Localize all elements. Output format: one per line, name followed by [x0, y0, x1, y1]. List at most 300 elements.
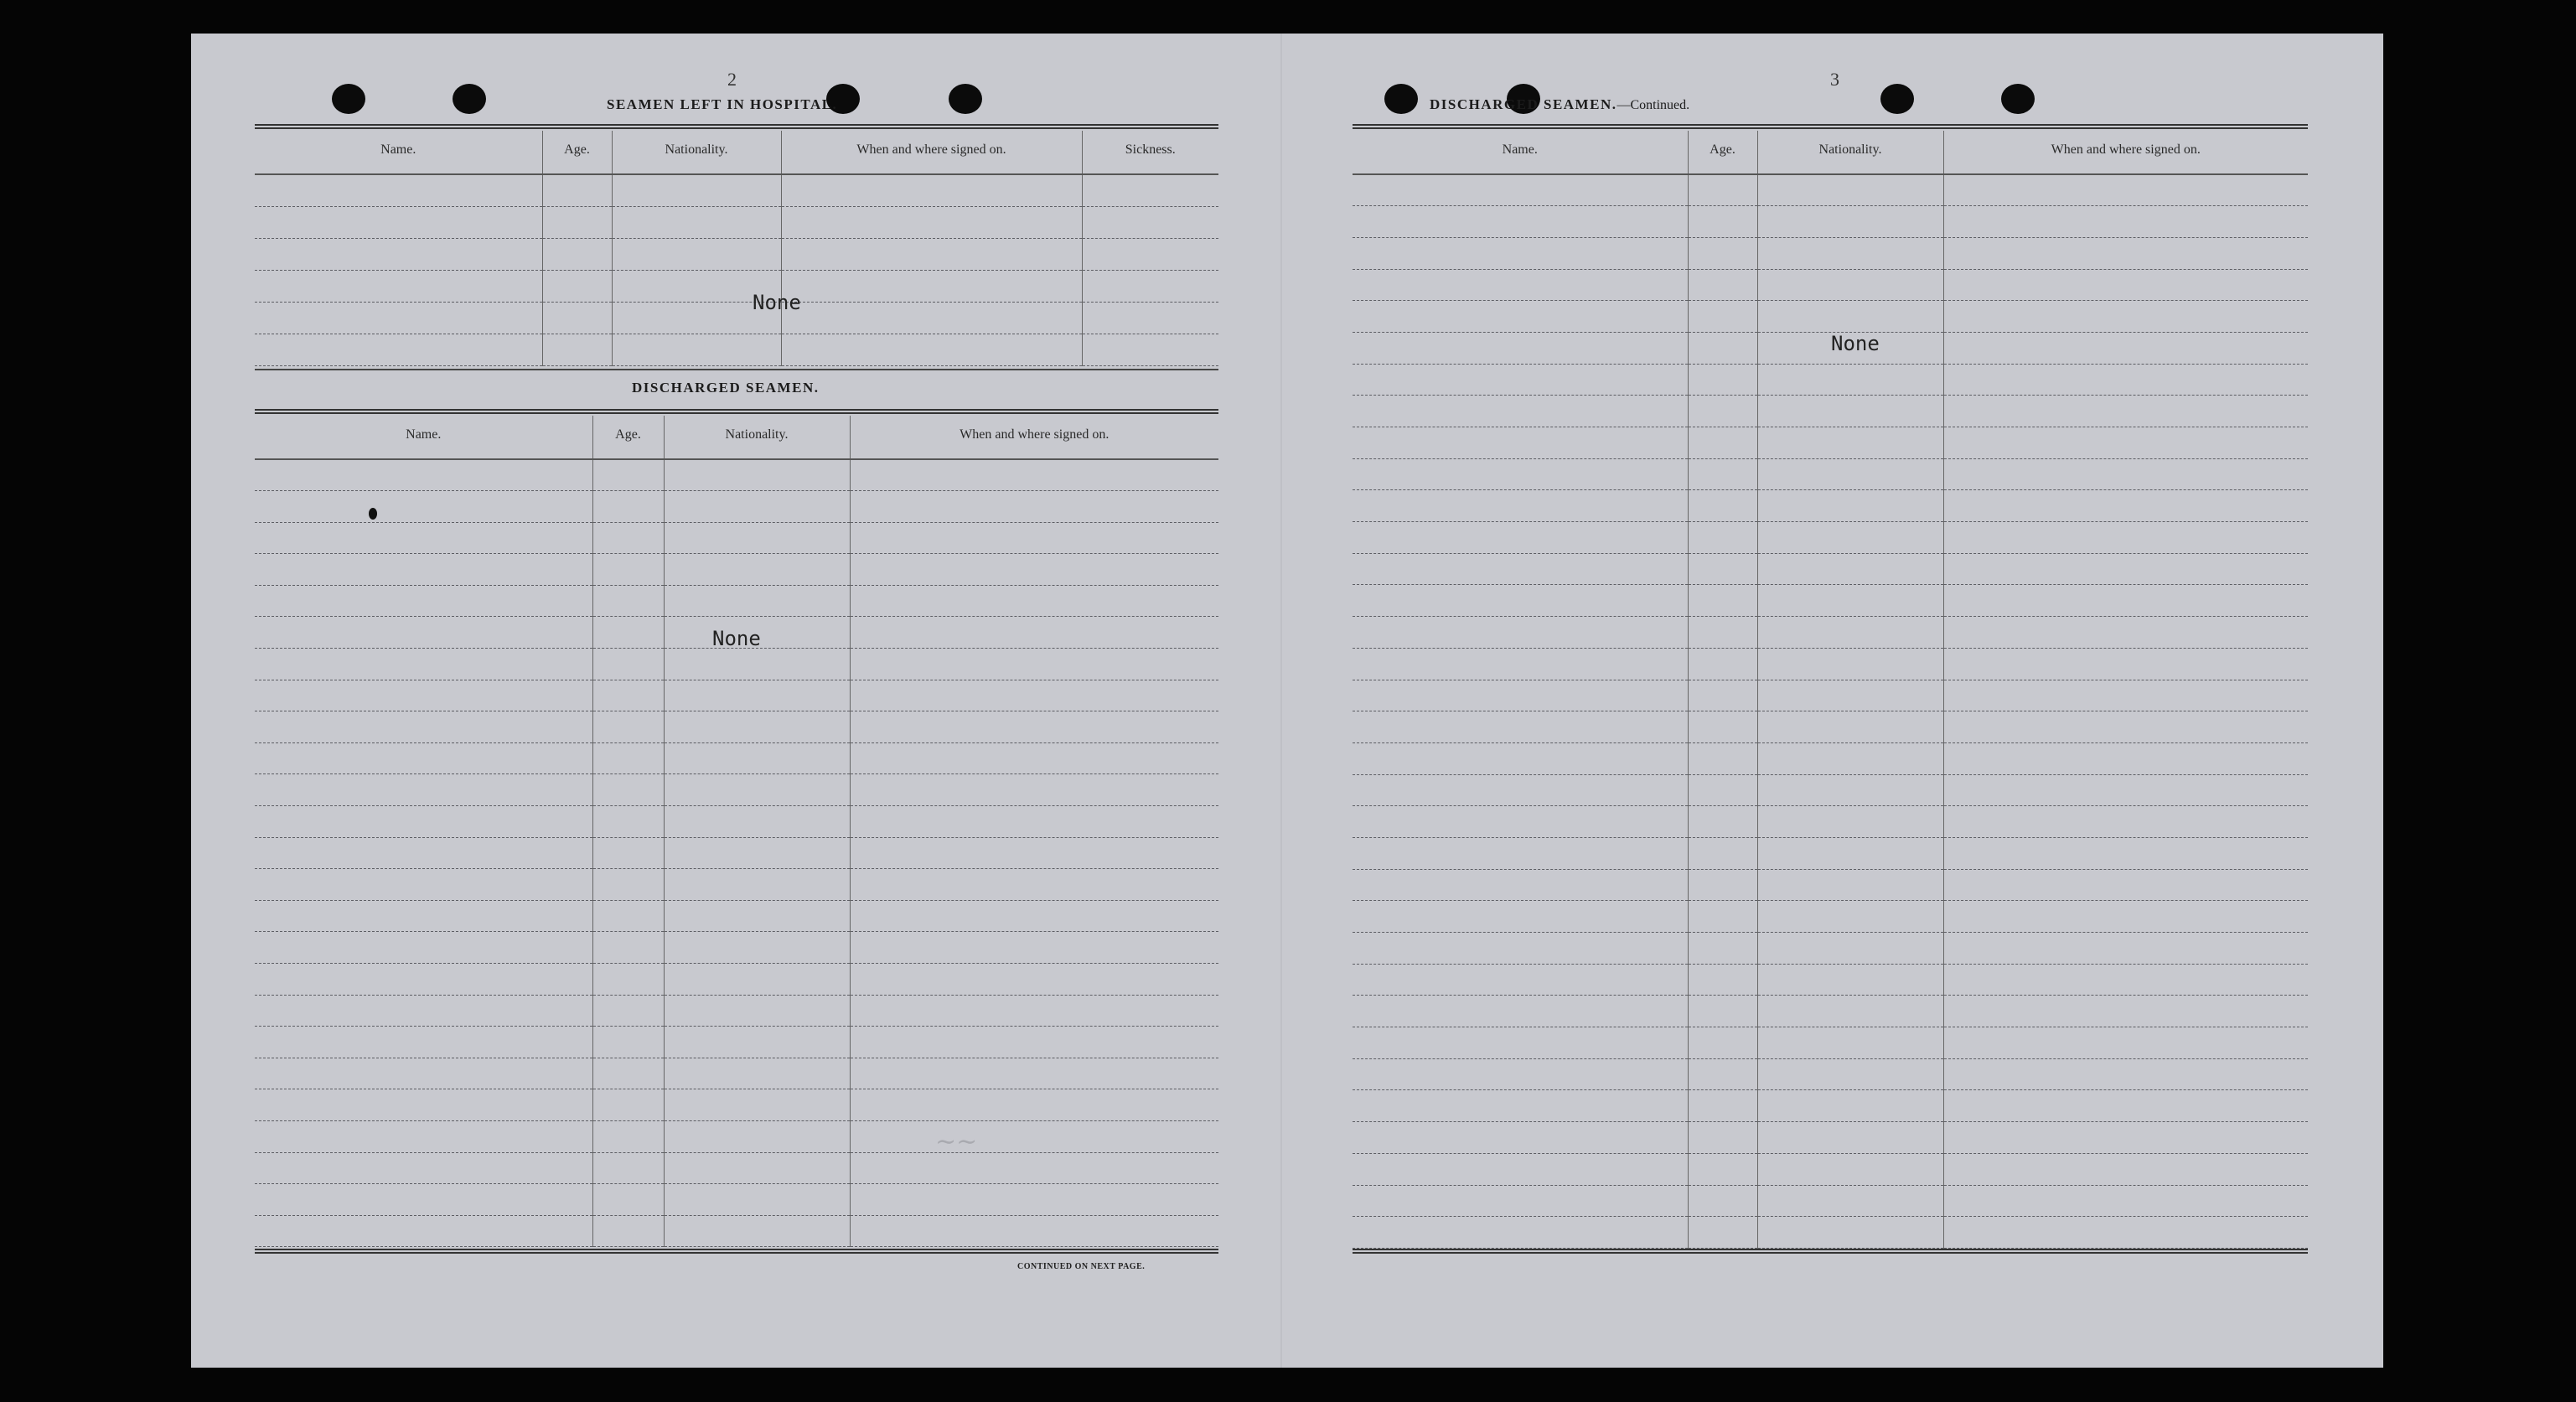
table-row [1353, 711, 2308, 743]
table-cell [1353, 996, 1688, 1027]
table-cell [255, 270, 542, 302]
table-cell [255, 302, 542, 334]
table-row [1353, 237, 2308, 269]
table-cell [850, 1120, 1218, 1152]
column-header-signed-on: When and where signed on. [1943, 131, 2308, 174]
table-cell [1353, 901, 1688, 933]
table-cell [1943, 522, 2308, 554]
hospital-section-title: SEAMEN LEFT IN HOSPITAL. [607, 96, 838, 112]
table-cell [1757, 269, 1943, 301]
punch-hole [1880, 84, 1914, 114]
table-cell [1353, 964, 1688, 996]
table-cell [1757, 806, 1943, 838]
table-cell [1943, 364, 2308, 396]
table-cell [1757, 1122, 1943, 1154]
table-cell [1943, 237, 2308, 269]
table-cell [1757, 837, 1943, 869]
table-cell [1943, 648, 2308, 680]
table-cell [664, 680, 850, 711]
table-cell [255, 334, 542, 365]
title-rule [255, 409, 1218, 414]
table-cell [255, 837, 592, 869]
hospital-table [255, 131, 1218, 366]
table-row [255, 270, 1218, 302]
title-main: DISCHARGED SEAMEN. [1430, 96, 1617, 112]
table-cell [850, 1058, 1218, 1089]
table-cell [850, 711, 1218, 743]
table-cell [592, 1184, 664, 1216]
bottom-rule [255, 1249, 1218, 1254]
table-cell [1688, 585, 1757, 617]
table-cell [1688, 680, 1757, 711]
table-cell [1353, 522, 1688, 554]
table-cell [1353, 933, 1688, 965]
table-cell [542, 302, 612, 334]
table-cell [255, 1215, 592, 1247]
table-cell [1082, 206, 1218, 238]
column-header-age: Age. [592, 416, 664, 459]
table-row [1353, 1217, 2308, 1249]
table-row [1353, 174, 2308, 206]
column-header-name: Name. [255, 416, 592, 459]
table-cell [1082, 238, 1218, 270]
punch-hole [949, 84, 982, 114]
table-cell [664, 806, 850, 838]
table-cell [664, 1152, 850, 1184]
table-cell [1943, 396, 2308, 427]
table-cell [1757, 1058, 1943, 1090]
table-cell [255, 1184, 592, 1216]
column-header-signed-on: When and where signed on. [781, 131, 1082, 174]
table-cell [1353, 1185, 1688, 1217]
table-cell [1688, 396, 1757, 427]
bottom-rule [1353, 1249, 2308, 1254]
table-row [1353, 680, 2308, 711]
table-cell [592, 774, 664, 806]
table-cell [255, 869, 592, 901]
table-cell [1757, 1185, 1943, 1217]
table-row [255, 742, 1218, 774]
page-number: 3 [1830, 69, 1840, 90]
table-cell [1688, 553, 1757, 585]
table-cell [1757, 585, 1943, 617]
table-cell [850, 617, 1218, 649]
punch-hole [2001, 84, 2035, 114]
table-cell [850, 1215, 1218, 1247]
table-cell [1688, 806, 1757, 838]
table-cell [850, 1152, 1218, 1184]
table-cell [1943, 458, 2308, 490]
table-cell [1757, 742, 1943, 774]
table-cell [1688, 364, 1757, 396]
table-row [1353, 206, 2308, 238]
discharged-continued-table [1353, 131, 2308, 1249]
table-cell [664, 459, 850, 491]
table-cell [592, 711, 664, 743]
table-cell [592, 585, 664, 617]
table-cell [1353, 1153, 1688, 1185]
table-cell [1943, 617, 2308, 649]
table-cell [1757, 933, 1943, 965]
table-cell [1757, 711, 1943, 743]
table-cell [1353, 869, 1688, 901]
table-cell [1082, 334, 1218, 365]
table-cell [1688, 869, 1757, 901]
table-cell [1757, 774, 1943, 806]
table-cell [664, 554, 850, 586]
table-row [255, 1152, 1218, 1184]
continued-note: CONTINUED ON NEXT PAGE. [1017, 1262, 1146, 1271]
table-cell [592, 1215, 664, 1247]
table-cell [664, 585, 850, 617]
table-cell [255, 554, 592, 586]
table-cell [612, 334, 781, 365]
table-cell [781, 334, 1082, 365]
table-cell [850, 995, 1218, 1027]
table-row [1353, 837, 2308, 869]
table-row [255, 459, 1218, 491]
table-row [1353, 364, 2308, 396]
ink-smudge: ∼∼ [935, 1128, 978, 1156]
table-cell [850, 459, 1218, 491]
table-cell [592, 932, 664, 964]
table-cell [1353, 585, 1688, 617]
table-row [1353, 774, 2308, 806]
table-cell [1943, 996, 2308, 1027]
table-cell [1943, 742, 2308, 774]
table-cell [1757, 237, 1943, 269]
table-cell [1943, 1027, 2308, 1059]
table-cell [1082, 270, 1218, 302]
table-cell [255, 964, 592, 996]
table-cell [255, 206, 542, 238]
table-cell [850, 1089, 1218, 1121]
table-row [255, 206, 1218, 238]
table-cell [1688, 458, 1757, 490]
table-row [1353, 617, 2308, 649]
page-number: 2 [727, 69, 737, 90]
table-cell [1353, 806, 1688, 838]
table-cell [1353, 1090, 1688, 1122]
table-cell [255, 459, 592, 491]
table-cell [1688, 617, 1757, 649]
table-cell [1353, 553, 1688, 585]
table-cell [1688, 933, 1757, 965]
table-cell [1353, 837, 1688, 869]
table-cell [850, 554, 1218, 586]
table-cell [1757, 206, 1943, 238]
table-row [255, 491, 1218, 523]
title-continued: —Continued. [1616, 98, 1690, 112]
table-row [1353, 1122, 2308, 1154]
table-cell [850, 1184, 1218, 1216]
table-cell [1688, 522, 1757, 554]
table-cell [1943, 1185, 2308, 1217]
table-cell [664, 1184, 850, 1216]
table-cell [850, 806, 1218, 838]
table-cell [255, 174, 542, 206]
table-cell [1757, 490, 1943, 522]
table-cell [255, 649, 592, 680]
discharged-continued-title [1430, 96, 1689, 113]
table-row [255, 711, 1218, 743]
table-cell [664, 742, 850, 774]
table-cell [1688, 1027, 1757, 1059]
table-cell [1757, 427, 1943, 459]
table-cell [1757, 869, 1943, 901]
table-cell [1757, 648, 1943, 680]
table-row [1353, 522, 2308, 554]
table-cell [1688, 1058, 1757, 1090]
table-row [255, 1184, 1218, 1216]
table-cell [850, 1027, 1218, 1058]
table-row [255, 522, 1218, 554]
table-cell [1943, 1090, 2308, 1122]
table-cell [255, 1058, 592, 1089]
table-cell [592, 522, 664, 554]
table-cell [255, 585, 592, 617]
table-cell [1353, 490, 1688, 522]
table-row [255, 238, 1218, 270]
table-row [1353, 553, 2308, 585]
table-row [255, 554, 1218, 586]
table-row [255, 837, 1218, 869]
column-header-age: Age. [1688, 131, 1757, 174]
table-cell [592, 1058, 664, 1089]
table-cell [1353, 396, 1688, 427]
table-cell [255, 774, 592, 806]
table-cell [255, 1120, 592, 1152]
table-cell [592, 900, 664, 932]
table-cell [1757, 301, 1943, 333]
table-cell [1353, 458, 1688, 490]
table-cell [664, 995, 850, 1027]
table-cell [664, 649, 850, 680]
table-cell [255, 680, 592, 711]
table-row [1353, 269, 2308, 301]
column-header-nationality: Nationality. [664, 416, 850, 459]
table-row [1353, 332, 2308, 364]
table-row [1353, 869, 2308, 901]
column-header-signed-on: When and where signed on. [850, 416, 1218, 459]
table-row [1353, 1185, 2308, 1217]
table-cell [1353, 1122, 1688, 1154]
table-cell [1688, 1122, 1757, 1154]
table-cell [542, 334, 612, 365]
table-cell [850, 742, 1218, 774]
title-rule [255, 124, 1218, 129]
table-row [1353, 933, 2308, 965]
table-cell [1353, 269, 1688, 301]
table-cell [612, 206, 781, 238]
table-cell [850, 491, 1218, 523]
table-cell [255, 711, 592, 743]
section-rule [255, 369, 1218, 370]
table-cell [1688, 269, 1757, 301]
table-row [255, 995, 1218, 1027]
table-cell [1688, 648, 1757, 680]
table-row [255, 774, 1218, 806]
discharged-continued-rows [1353, 174, 2308, 1248]
table-row [1353, 996, 2308, 1027]
table-cell [1943, 869, 2308, 901]
hospital-rows [255, 174, 1218, 365]
table-cell [1943, 964, 2308, 996]
column-header-sickness: Sickness. [1082, 131, 1218, 174]
table-cell [1353, 174, 1688, 206]
table-row [255, 1058, 1218, 1089]
table-cell [592, 964, 664, 996]
table-cell [1757, 617, 1943, 649]
table-cell [1688, 996, 1757, 1027]
table-row [1353, 1090, 2308, 1122]
table-cell [1688, 901, 1757, 933]
table-cell [255, 1027, 592, 1058]
table-row [255, 585, 1218, 617]
table-cell [1688, 427, 1757, 459]
document-scan [191, 34, 2383, 1368]
table-cell [1688, 206, 1757, 238]
table-cell [1688, 174, 1757, 206]
table-cell [542, 270, 612, 302]
table-cell [850, 680, 1218, 711]
table-cell [850, 837, 1218, 869]
table-cell [781, 270, 1082, 302]
table-cell [592, 1152, 664, 1184]
discharged-table [255, 416, 1218, 1247]
table-cell [1353, 206, 1688, 238]
table-cell [1943, 1058, 2308, 1090]
table-cell [1688, 742, 1757, 774]
table-cell [1943, 806, 2308, 838]
column-header-age: Age. [542, 131, 612, 174]
table-cell [592, 459, 664, 491]
table-row [1353, 301, 2308, 333]
table-cell [1688, 332, 1757, 364]
table-cell [542, 206, 612, 238]
table-cell [1757, 1153, 1943, 1185]
table-cell [1943, 301, 2308, 333]
punch-hole [332, 84, 365, 114]
table-cell [592, 742, 664, 774]
table-cell [1353, 648, 1688, 680]
table-cell [664, 869, 850, 901]
table-cell [255, 932, 592, 964]
table-cell [1943, 1217, 2308, 1249]
discharged-rows [255, 459, 1218, 1247]
table-cell [1943, 774, 2308, 806]
table-cell [1353, 237, 1688, 269]
table-cell [664, 774, 850, 806]
table-row [1353, 458, 2308, 490]
table-row [255, 334, 1218, 365]
table-cell [664, 1120, 850, 1152]
table-cell [592, 1120, 664, 1152]
title-rule [1353, 124, 2308, 129]
table-cell [255, 617, 592, 649]
table-cell [664, 900, 850, 932]
table-row [1353, 585, 2308, 617]
table-row [255, 964, 1218, 996]
table-cell [1943, 269, 2308, 301]
table-cell [592, 995, 664, 1027]
table-cell [850, 932, 1218, 964]
table-cell [592, 554, 664, 586]
table-cell [1688, 774, 1757, 806]
table-row [255, 900, 1218, 932]
table-cell [255, 1089, 592, 1121]
table-cell [592, 491, 664, 523]
table-row [255, 1027, 1218, 1058]
table-cell [612, 238, 781, 270]
table-cell [1688, 490, 1757, 522]
table-cell [1353, 1217, 1688, 1249]
table-row [255, 806, 1218, 838]
table-cell [255, 522, 592, 554]
table-cell [542, 238, 612, 270]
column-header-name: Name. [1353, 131, 1688, 174]
table-cell [1757, 680, 1943, 711]
table-cell [1688, 1185, 1757, 1217]
table-row [1353, 964, 2308, 996]
table-row [1353, 901, 2308, 933]
table-cell [1943, 933, 2308, 965]
table-cell [664, 1089, 850, 1121]
table-cell [1688, 1217, 1757, 1249]
table-row [1353, 427, 2308, 459]
table-cell [1353, 742, 1688, 774]
table-cell [1353, 332, 1688, 364]
table-cell [781, 238, 1082, 270]
table-cell [592, 1027, 664, 1058]
table-cell [850, 869, 1218, 901]
table-cell [850, 900, 1218, 932]
table-cell [255, 491, 592, 523]
table-cell [1757, 996, 1943, 1027]
table-cell [1082, 174, 1218, 206]
table-cell [1943, 901, 2308, 933]
punch-hole [453, 84, 486, 114]
table-row [255, 1089, 1218, 1121]
table-row [255, 174, 1218, 206]
column-header-nationality: Nationality. [1757, 131, 1943, 174]
table-cell [1943, 585, 2308, 617]
table-row [255, 680, 1218, 711]
table-row [255, 1120, 1218, 1152]
table-cell [664, 837, 850, 869]
table-cell [1943, 427, 2308, 459]
table-cell [592, 806, 664, 838]
table-cell [850, 522, 1218, 554]
hospital-none-entry: None [753, 291, 801, 314]
table-cell [1688, 1153, 1757, 1185]
table-cell [1757, 1217, 1943, 1249]
table-row [1353, 806, 2308, 838]
column-header-nationality: Nationality. [612, 131, 781, 174]
table-cell [1943, 553, 2308, 585]
table-cell [1688, 1090, 1757, 1122]
table-cell [664, 1027, 850, 1058]
table-cell [1943, 206, 2308, 238]
table-cell [1757, 364, 1943, 396]
table-cell [781, 302, 1082, 334]
table-cell [850, 774, 1218, 806]
table-cell [1082, 302, 1218, 334]
table-cell [1353, 427, 1688, 459]
table-cell [664, 932, 850, 964]
table-cell [592, 1089, 664, 1121]
punch-hole [1384, 84, 1418, 114]
